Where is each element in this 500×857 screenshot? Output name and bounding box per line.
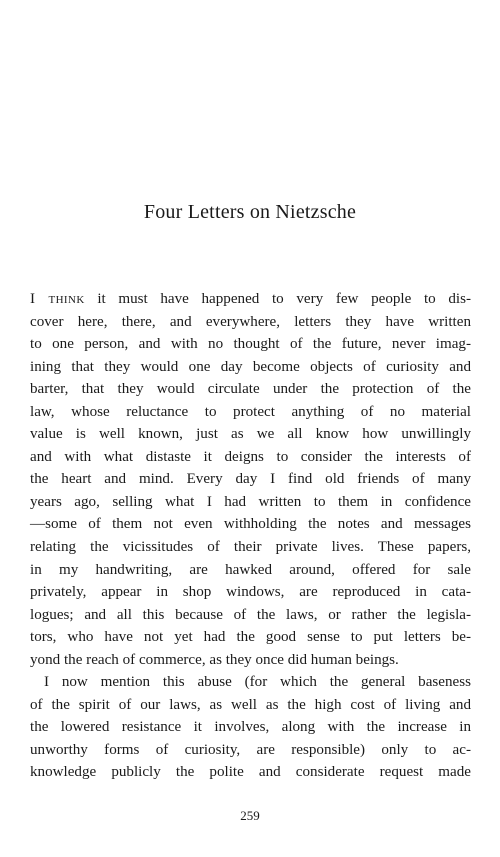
page-number: 259 — [240, 808, 260, 823]
text-line: knowledge publicly the polite and considerate request made — [30, 764, 471, 781]
text-line: privately, appear in shop windows, are reproduced in cata- — [30, 584, 471, 601]
text-line: to one person, and with no thought of the future, never imag- — [30, 336, 471, 353]
text-line: I think it must have happened to very few people to dis- — [30, 291, 471, 307]
text-line: in my handwriting, are hawked around, offered for sale — [30, 561, 471, 578]
text-line: logues; and all this because of the laws, or rather the legisla- — [30, 606, 471, 623]
lead-word: I think — [30, 291, 85, 307]
text-line: I now mention this abuse (for which the general baseness — [44, 674, 471, 691]
text-line: years ago, selling what I had written to them in confidence — [30, 493, 471, 510]
text-line: value is well known, just as we all know how unwillingly — [30, 426, 471, 443]
text-line: unworthy forms of curiosity, are responsible) only to ac- — [30, 741, 471, 758]
text-line: —some of them not even withholding the notes and messages — [30, 516, 471, 533]
text-line: ining that they would one day become objects of curiosity and — [30, 358, 471, 375]
body-text — [30, 288, 471, 784]
text-line: tors, who have not yet had the good sense to put letters be- — [30, 629, 471, 646]
text-line: barter, that they would circulate under the protection of the — [30, 381, 471, 398]
text-line: cover here, there, and everywhere, letters they have written — [30, 313, 471, 330]
text-line: the lowered resistance it involves, along with the increase in — [30, 719, 471, 736]
text-line: the heart and mind. Every day I find old friends of many — [30, 471, 471, 488]
text-line: law, whose reluctance to protect anything of no material — [30, 403, 471, 420]
text-line: of the spirit of our laws, as well as the high cost of living and — [30, 696, 471, 713]
text-line: yond the reach of commerce, as they once did human beings. — [30, 651, 399, 668]
chapter-title: Four Letters on Nietzsche — [143, 201, 357, 223]
text-line: and with what distaste it deigns to consider the interests of — [30, 448, 471, 465]
text-line: relating the vicissitudes of their private lives. These papers, — [30, 539, 471, 556]
